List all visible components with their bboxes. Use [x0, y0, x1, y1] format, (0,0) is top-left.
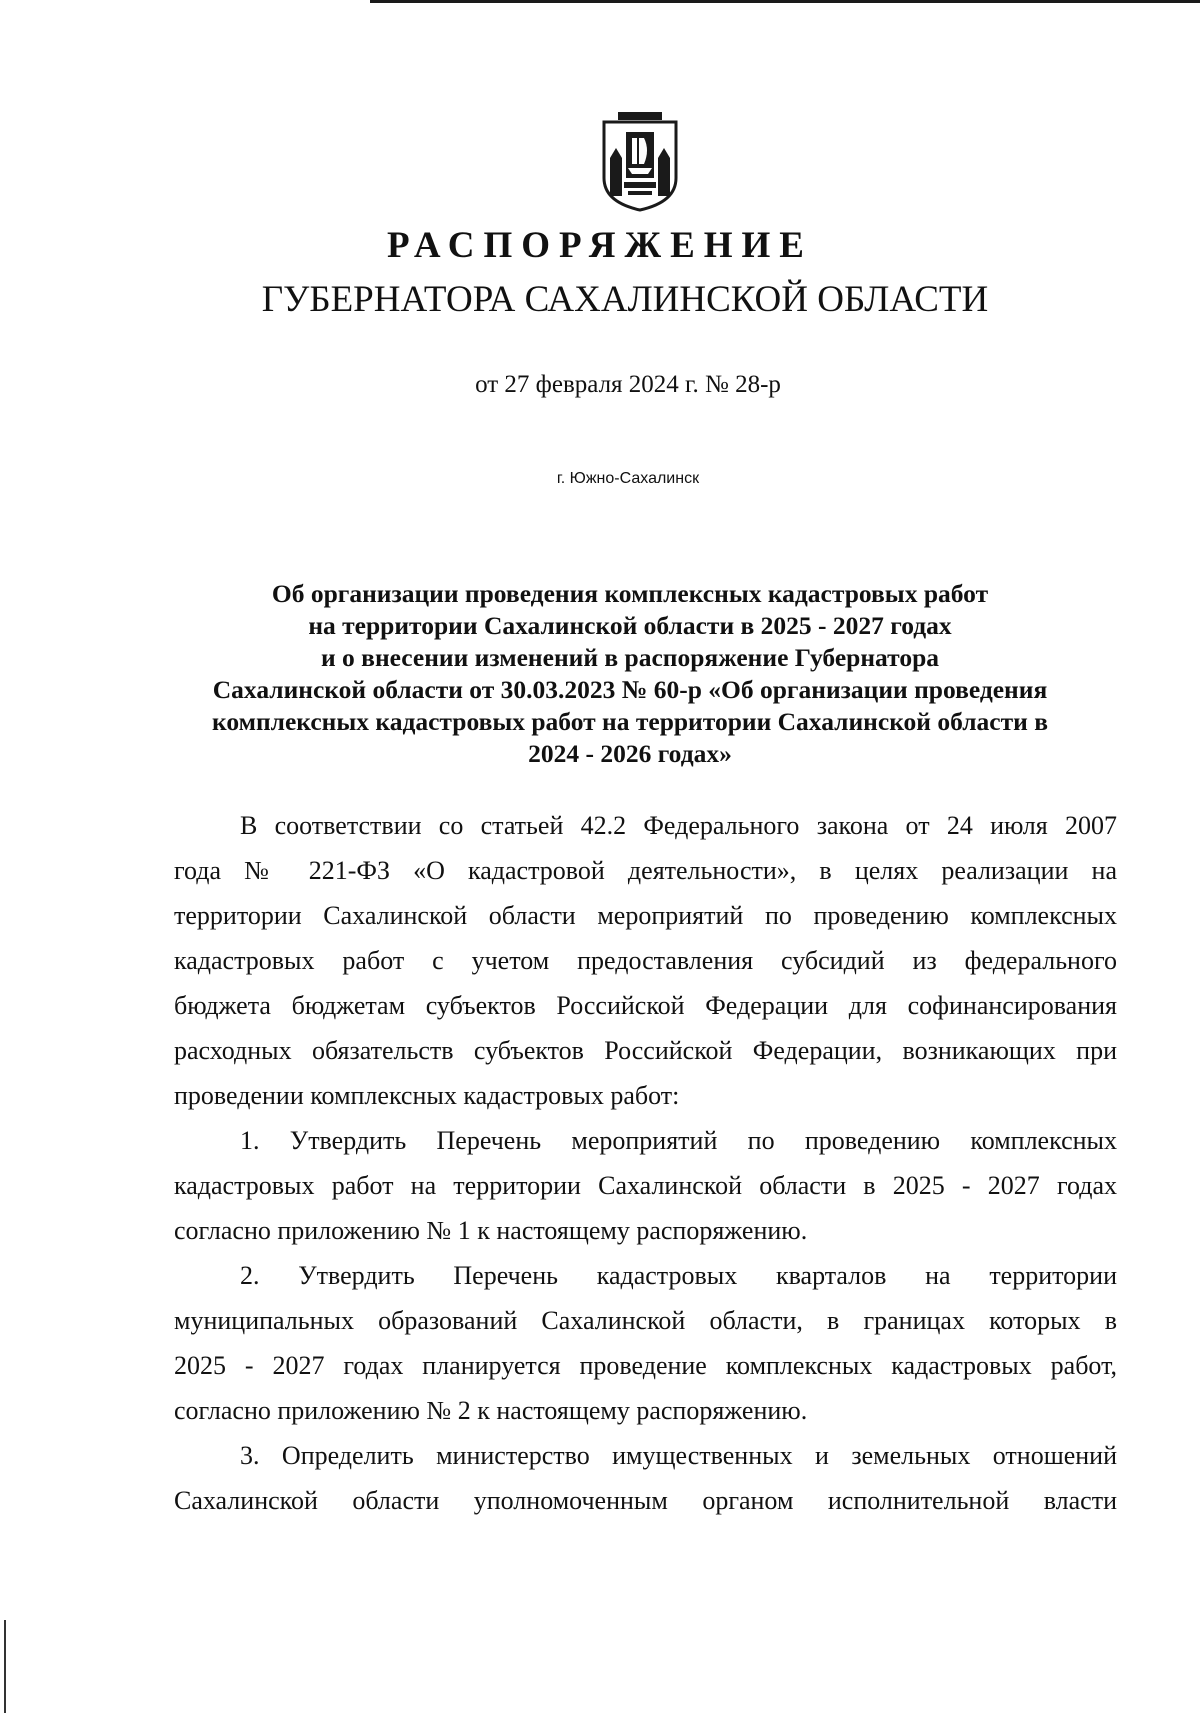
title-line: на территории Сахалинской области в 2025 - 2027 годах: [308, 611, 952, 640]
body-line: муниципальных образований Сахалинской области, в границах которых в: [174, 1306, 1117, 1335]
document-type: РАСПОРЯЖЕНИЕ: [386, 225, 813, 266]
body-line: 2025 - 2027 годах планируется проведение комплексных кадастровых работ,: [174, 1351, 1117, 1380]
preamble-paragraph: [174, 803, 1117, 1118]
body-line: года № 221-ФЗ «О кадастровой деятельности», в целях реализации на: [174, 856, 1117, 885]
body-line: Сахалинской области уполномоченным органом исполнительной власти: [174, 1486, 1117, 1515]
body-line: территории Сахалинской области мероприятий по проведению комплексных: [174, 901, 1117, 930]
body-line: В соответствии со статьей 42.2 Федерального закона от 24 июля 2007: [240, 811, 1117, 840]
body-line: расходных обязательств субъектов Российской Федерации, возникающих при: [174, 1036, 1117, 1065]
body-line: согласно приложению № 1 к настоящему распоряжению.: [174, 1216, 808, 1245]
body-line: кадастровых работ с учетом предоставления субсидий из федерального: [174, 946, 1117, 975]
scan-edge-top: [370, 0, 1200, 3]
item-3-paragraph: [174, 1433, 1117, 1523]
body-line: 2. Утвердить Перечень кадастровых кварталов на территории: [240, 1261, 1117, 1290]
item-1-paragraph: [174, 1118, 1117, 1253]
document-place: г. Южно-Сахалинск: [556, 470, 700, 487]
coat-of-arms-icon: [598, 112, 682, 212]
body-line: 1. Утвердить Перечень мероприятий по проведению комплексных: [240, 1126, 1117, 1155]
title-line: 2024 - 2026 годах»: [528, 739, 732, 768]
document-date-number: от 27 февраля 2024 г. № 28-р: [475, 371, 781, 398]
title-line: Сахалинской области от 30.03.2023 № 60-р «Об организации проведения: [212, 675, 1048, 704]
scan-edge-left: [4, 1620, 6, 1713]
body-line: проведении комплексных кадастровых работ:: [174, 1081, 680, 1110]
document-title: [150, 578, 1110, 770]
item-2-paragraph: [174, 1253, 1117, 1433]
body-line: кадастровых работ на территории Сахалинской области в 2025 - 2027 годах: [174, 1171, 1117, 1200]
title-line: комплексных кадастровых работ на территории Сахалинской области в: [212, 707, 1048, 736]
document-body: [174, 803, 1117, 1523]
title-line: Об организации проведения комплексных кадастровых работ: [271, 579, 989, 608]
document-authority: ГУБЕРНАТОРА САХАЛИНСКОЙ ОБЛАСТИ: [261, 279, 989, 320]
title-line: и о внесении изменений в распоряжение Губернатора: [320, 643, 939, 672]
body-line: бюджета бюджетам субъектов Российской Федерации для софинансирования: [174, 991, 1117, 1020]
body-line: 3. Определить министерство имущественных и земельных отношений: [240, 1441, 1117, 1470]
body-line: согласно приложению № 2 к настоящему распоряжению.: [174, 1396, 808, 1425]
